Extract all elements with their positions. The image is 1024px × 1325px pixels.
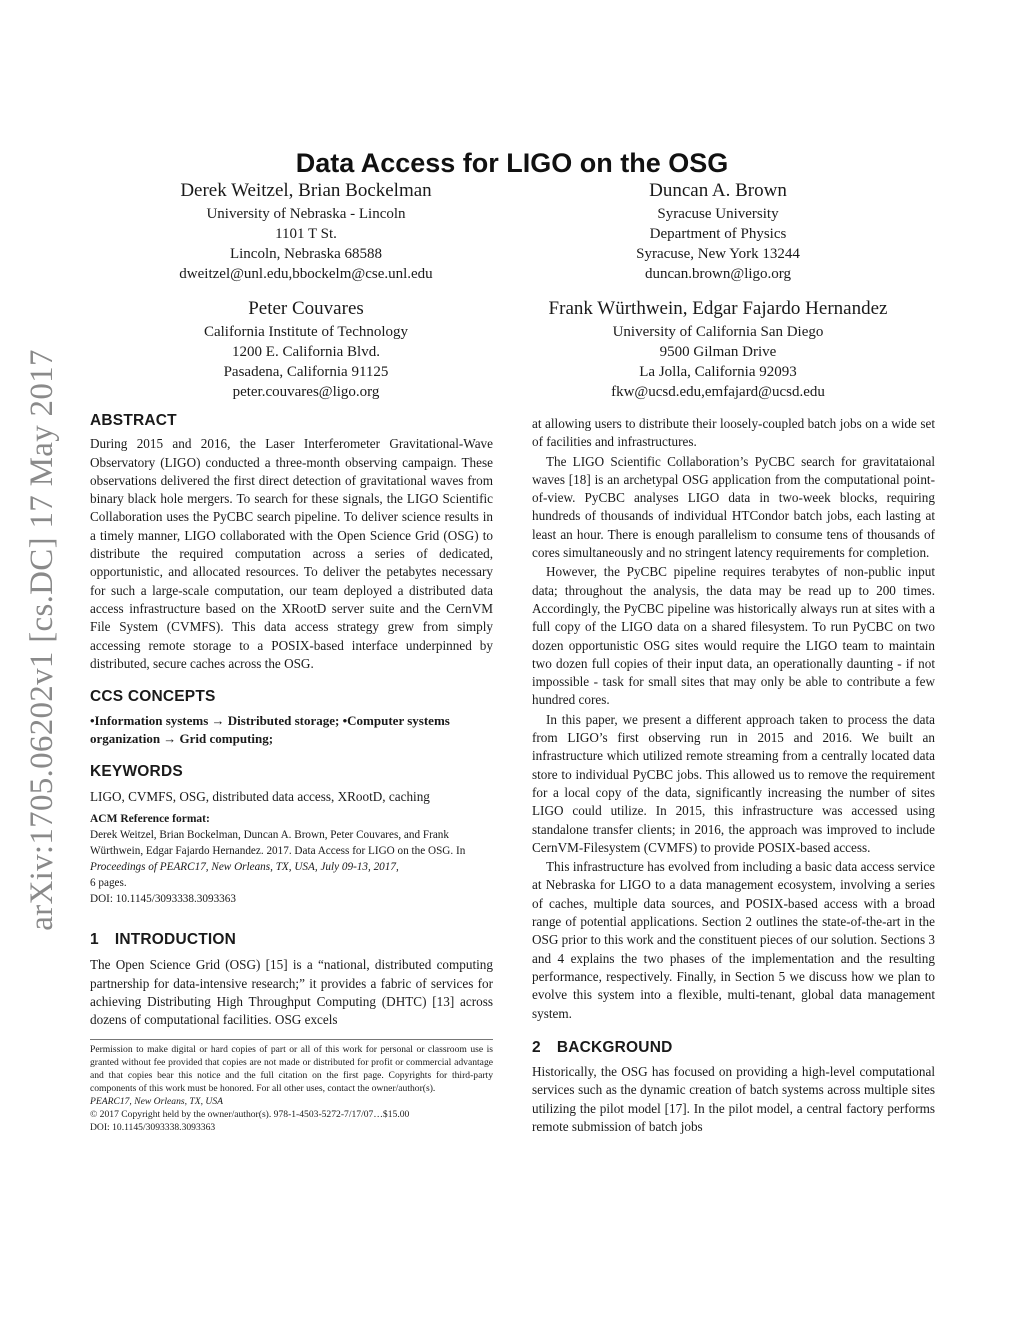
author-address: 1101 T St. — [275, 226, 337, 242]
author-block-syracuse — [568, 179, 868, 284]
right-paragraph: However, the PyCBC pipeline requires terabytes of non-public input data; throughout the analysis, the data may be read up to 200 times. Accordingly, the PyCBC pipeline was historically always run at sites with a full copy of the LIGO data on a shared filesystem. To run PyCBC on two dozen opportunistic OSG sites would require the LIGO team to maintain two dozen full copies of their input data, an operationally daunting - if not impossible - task for small sites that may only be able to contribute a few hundred cores. — [532, 564, 935, 708]
introduction-heading — [90, 931, 493, 949]
acm-reference-pages: 6 pages. — [90, 877, 127, 890]
ccs-heading: CCS CONCEPTS — [90, 688, 216, 706]
footnote-doi: DOI: 10.1145/3093338.3093363 — [90, 1122, 216, 1134]
author-address: 1200 E. California Blvd. — [232, 344, 380, 360]
author-email: fkw@ucsd.edu,emfajard@ucsd.edu — [611, 384, 825, 400]
acm-reference-doi: DOI: 10.1145/3093338.3093363 — [90, 893, 236, 906]
footnote-venue: PEARC17, New Orleans, TX, USA — [90, 1095, 223, 1107]
author-email: peter.couvares@ligo.org — [232, 384, 380, 400]
author-names: Derek Weitzel, Brian Bockelman — [180, 180, 432, 201]
author-block-caltech — [156, 297, 456, 402]
author-names: Frank Würthwein, Edgar Fajardo Hernandez — [548, 298, 888, 319]
abstract-text: During 2015 and 2016, the Laser Interferometer Gravitational-Wave Observatory (LIGO) conducted a three-month observing campaign. These observations delivered the first direct detection of gravitational waves from binary black hole mergers. To search for these signals, the LIGO Scientific Collaboration uses the PyCBC search pipeline. To deliver science results in a timely manner, LIGO collaborated with the Open Science Grid (OSG) to distribute the required computation across a series of dedicated, opportunistic, and allocated resources. To deliver the petabytes necessary for such a large-scale computation, our team deployed a distributed data access infrastructure based on the XRootD server suite and the CernVM File System (CVMFS). This data access strategy grew from simply accessing remote storage to a POSIX-based interface underpinned by distributed, secure caches across the OSG. — [90, 436, 493, 671]
author-email: dweitzel@unl.edu,bbockelm@cse.unl.edu — [179, 266, 433, 282]
author-block-ucsd — [518, 297, 918, 402]
author-address: 9500 Gilman Drive — [659, 344, 777, 360]
keywords-heading: KEYWORDS — [90, 763, 183, 781]
right-column — [532, 415, 935, 1136]
permission-notice: Permission to make digital or hard copies of part or all of this work for personal or classroom use is granted without fee provided that copies are not made or distributed for profit or commercial advantage and that copies bear this notice and the full citation on the first page. Copyrights for third-party components of this work must be honored. For all other uses, contact the owner/author(s). — [90, 1043, 493, 1094]
acm-reference-heading: ACM Reference format: — [90, 813, 210, 826]
author-names: Duncan A. Brown — [649, 180, 787, 201]
author-affiliation: California Institute of Technology — [203, 324, 409, 340]
author-email: duncan.brown@ligo.org — [644, 266, 791, 282]
right-paragraph: at allowing users to distribute their loosely-coupled batch jobs on a wide set of facilities and infrastructures. — [532, 416, 935, 450]
author-affiliation: Syracuse University — [657, 206, 779, 222]
author-city: Pasadena, California 91125 — [223, 364, 389, 380]
footnote-rule — [90, 1039, 493, 1040]
introduction-text: The Open Science Grid (OSG) [15] is a “national, distributed computing partnership for data-intensive research;” it provides a fabric of services for achieving Distributing High Throughput Computing (DHTC) [13] across dozens of computational facilities. OSG excels — [90, 957, 493, 1028]
background-text: Historically, the OSG has focused on providing a high-level computational services such as the dynamic creation of batch systems across multiple sites utilizing the pilot model [17]. In the pilot model, a central factory performs remote submission of batch jobs — [532, 1064, 935, 1134]
acm-reference-authors: Derek Weitzel, Brian Bockelman, Duncan A. Brown, Peter Couvares, and Frank Würthwein, Edgar Fajardo Hernandez. 2017. Data Access for LIGO on the OSG. In — [90, 829, 466, 858]
abstract-heading: ABSTRACT — [90, 412, 177, 429]
background-heading — [532, 1039, 935, 1057]
author-names: Peter Couvares — [248, 298, 364, 319]
acm-reference-venue: Proceedings of PEARC17, New Orleans, TX, USA, July 09-13, 2017, — [90, 861, 399, 874]
right-paragraph: In this paper, we present a different approach taken to process the data from LIGO’s first observing run in 2015 and 2016. We built an infrastructure which utilized remote streaming from a centrally located data store to individual PyCBC jobs. This allowed us to remove the requirement for a local copy of the data, significantly increasing the number of sites LIGO could utilize. In 2015, this infrastructure was accessed using standalone transfer clients; in 2016, the approach was improved to include CernVM-Filesystem (CVMFS) to provide POSIX-based access. — [532, 711, 935, 855]
left-column — [90, 412, 493, 1134]
arxiv-identifier: arXiv:1705.06202v1 [cs.DC] 17 May 2017 — [24, 349, 60, 931]
right-paragraph: This infrastructure has evolved from including a basic data access service at Nebraska for LIGO to a data management ecosystem, involving a series of caches, multiple data sources, and POSIX-based access with a broad range of potential applications. Section 2 outlines the state-of-the-art in the OSG prior to this work and the constituent pieces of our solution. Sections 3 and 4 explains the two phases of the implementation and the resulting performance, respectively. Finally, in Section 5 we discuss how we plan to evolve this system into a flexible, multi-tenant, global data management system. — [532, 859, 935, 1021]
author-affiliation: University of California San Diego — [612, 324, 824, 340]
section-title: INTRODUCTION — [114, 931, 237, 949]
right-paragraph: The LIGO Scientific Collaboration’s PyCBC search for gravitataional waves [18] is an archetypal OSG application from the computational point-of-view. PyCBC analyses LIGO data in two-week blocks, requiring hundreds of thousands of individual HTCondor batch jobs, each lasting at least an hour. There is enough parallelism to consume tens of thousands of cores simultaneously and no stringent latency requirements for completion. — [532, 453, 935, 561]
section-title: BACKGROUND — [556, 1038, 673, 1056]
keywords-text: LIGO, CVMFS, OSG, distributed data access, XRootD, caching — [90, 788, 430, 804]
footnote-copyright: © 2017 Copyright held by the owner/author(s). 978-1-4503-5272-7/17/07…$15.00 — [90, 1109, 410, 1120]
section-number: 2 — [532, 1038, 541, 1056]
author-affiliation: University of Nebraska - Lincoln — [206, 206, 406, 222]
author-address: Department of Physics — [649, 226, 787, 242]
author-city: La Jolla, California 92093 — [639, 364, 797, 380]
author-city: Lincoln, Nebraska 68588 — [229, 246, 383, 262]
section-number: 1 — [90, 931, 99, 949]
author-city: Syracuse, New York 13244 — [636, 246, 800, 262]
acm-reference-text — [90, 827, 493, 875]
ccs-concepts-text: •Information systems → Distributed storage; •Computer systems organization → Grid computing; — [90, 713, 450, 747]
paper-title: Data Access for LIGO on the OSG — [295, 148, 729, 179]
author-block-nebraska — [156, 179, 456, 284]
